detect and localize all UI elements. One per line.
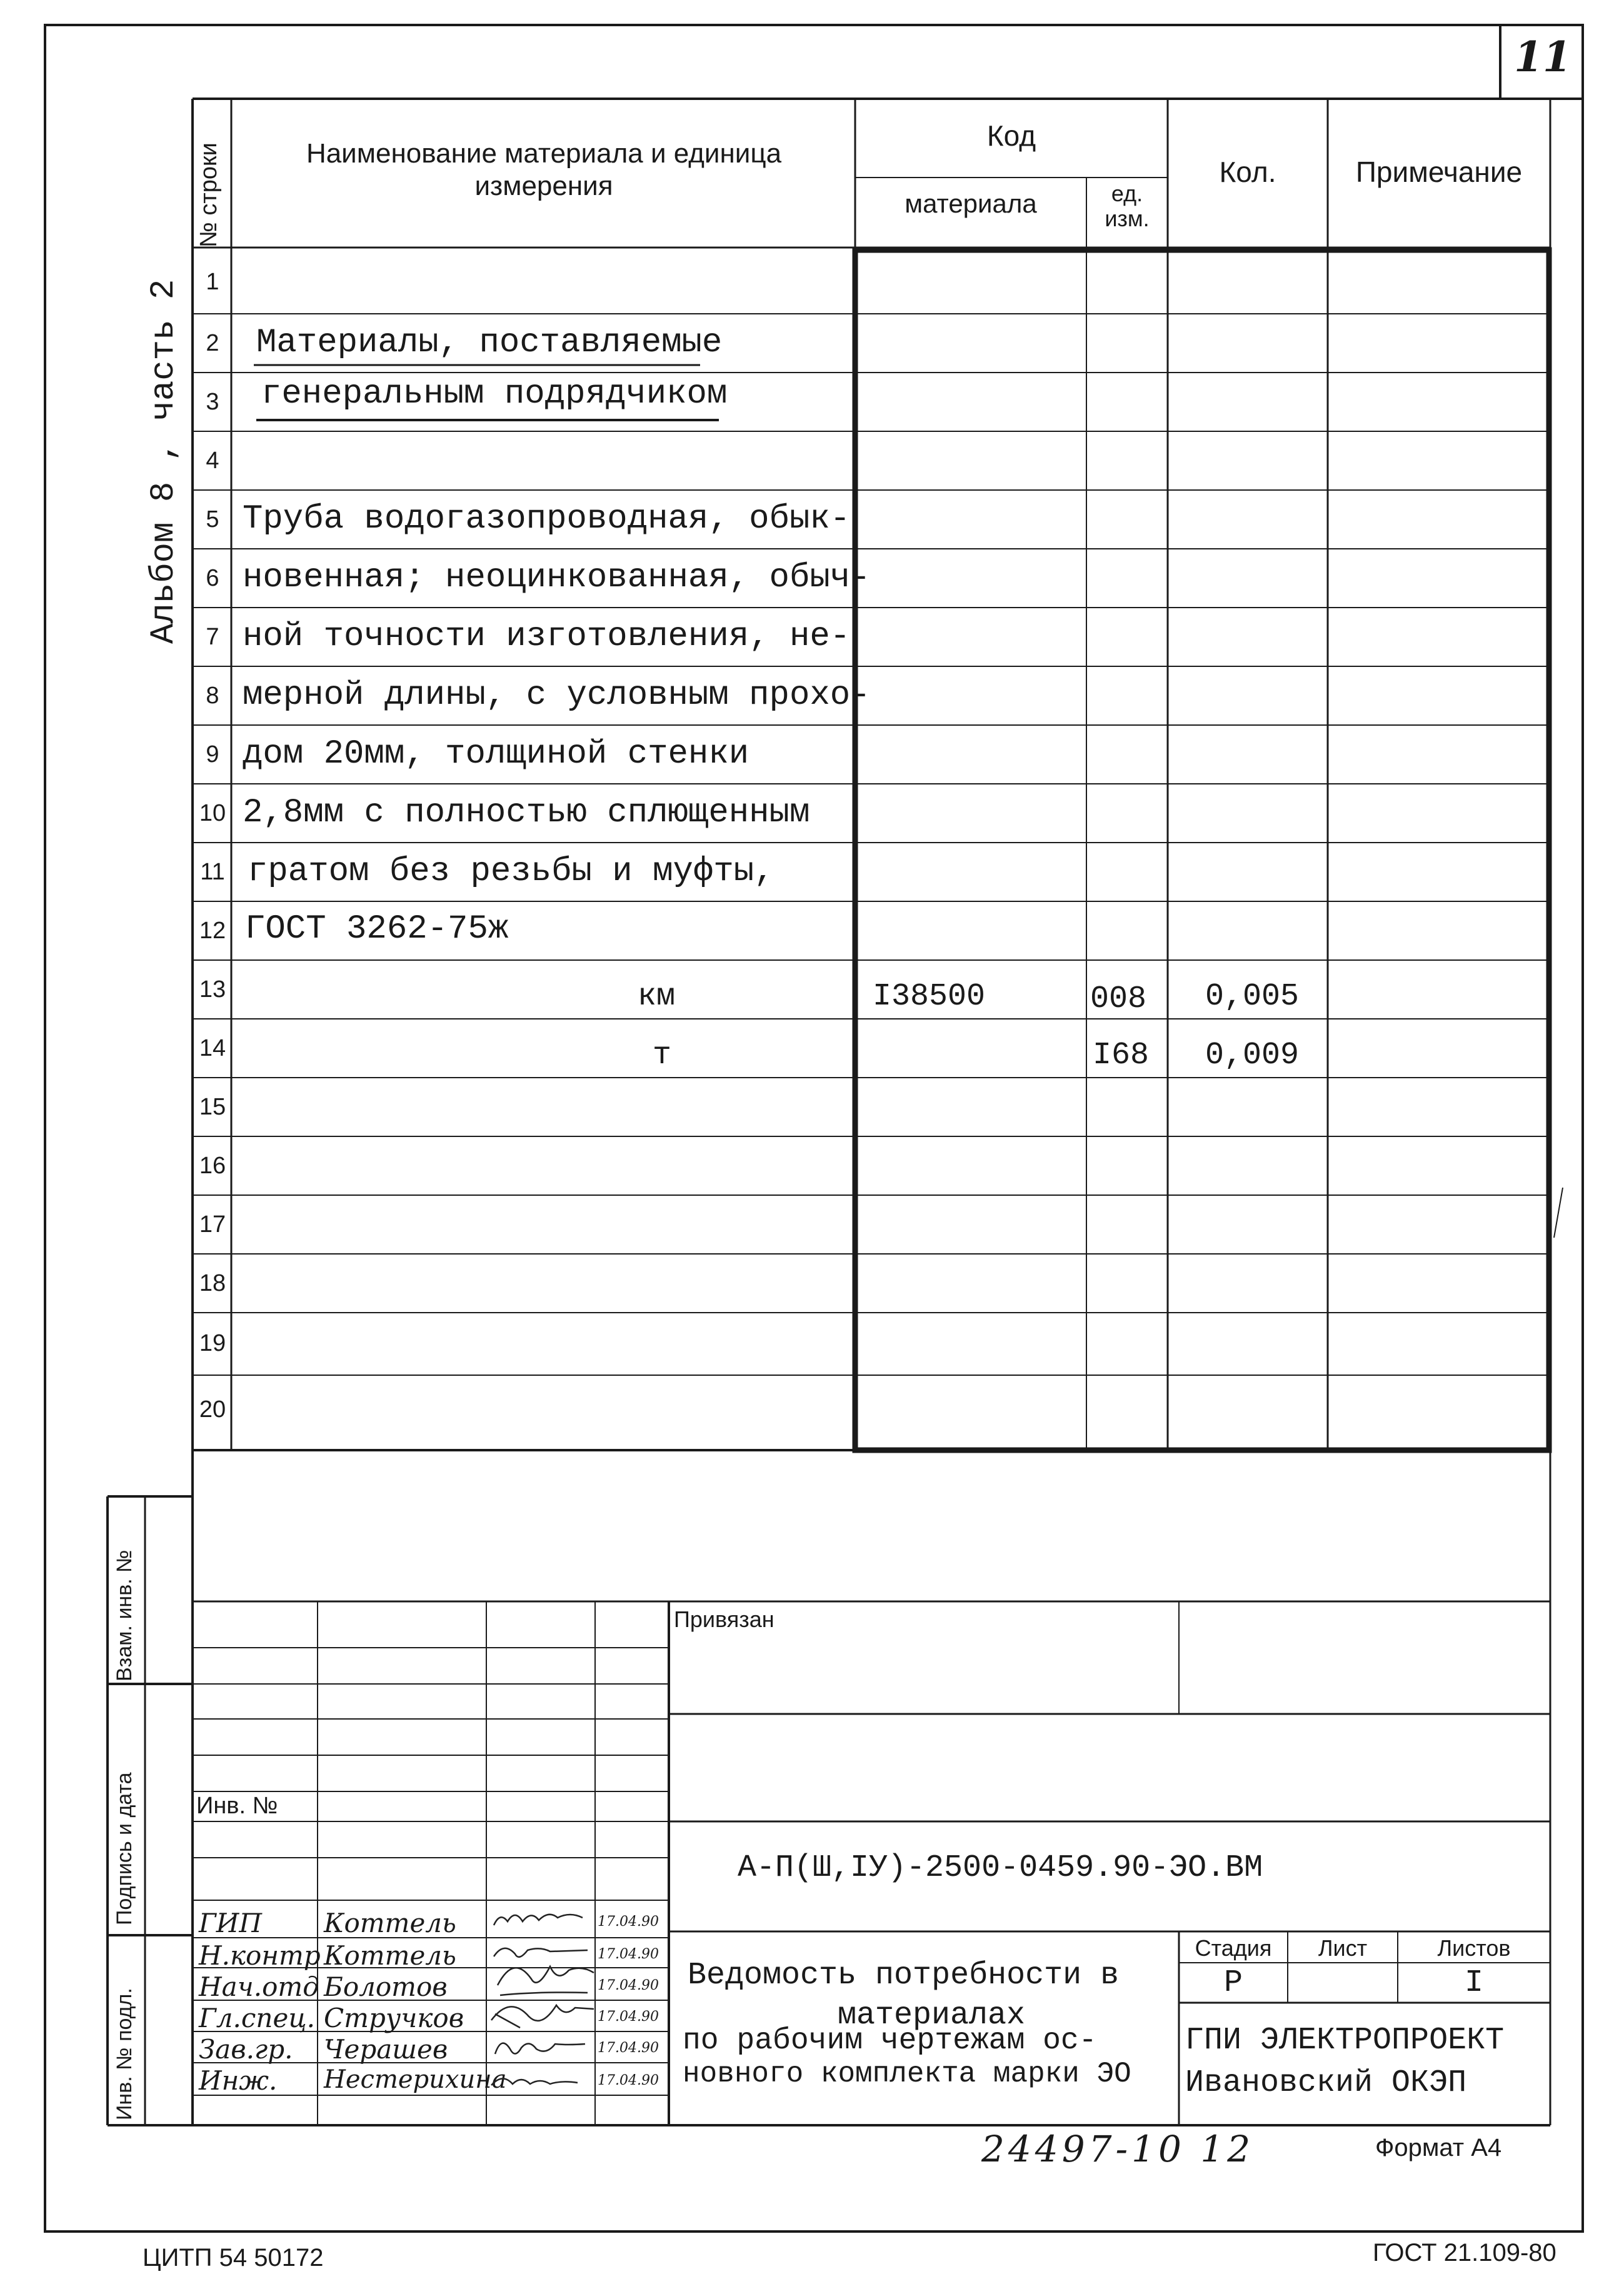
- sheets-value: I: [1464, 1965, 1483, 2001]
- signature-scribble: [491, 2078, 578, 2085]
- sheet-number: 11: [1514, 33, 1571, 81]
- row-number: 13: [199, 976, 226, 1003]
- header-name-text: Наименование материала и единица измерения: [306, 138, 782, 201]
- row-number: 1: [206, 269, 219, 295]
- sheet-label: Лист: [1318, 1935, 1368, 1961]
- row-text: новенная; неоцинкованная, обыч-: [243, 559, 871, 597]
- side-podpis-label: Подпись и дата: [113, 1772, 136, 1925]
- row-number: 10: [199, 800, 226, 826]
- person-name: Болотов: [324, 1971, 448, 2002]
- row-text: т: [653, 1038, 672, 1073]
- person-date: 17.04.90: [598, 2040, 659, 2056]
- person-name: Нестерихина: [324, 2065, 507, 2094]
- row-text: ГОСТ 3262-75ж: [245, 910, 509, 948]
- row-text: Труба водогазопроводная, обык-: [243, 500, 851, 538]
- row-text: мерной длины, с условным прохо-: [243, 676, 871, 714]
- quantity: 0,005: [1205, 979, 1300, 1014]
- row-number: 16: [199, 1153, 226, 1179]
- row-number: 2: [206, 330, 219, 356]
- row-number: 8: [206, 683, 219, 709]
- row-text: генеральным подрядчиком: [261, 375, 728, 413]
- row-text: Материалы, поставляемые: [256, 324, 723, 362]
- header-row-no: № строки: [196, 143, 222, 248]
- side-vzam-label: Взам. инв. №: [113, 1550, 136, 1681]
- row-text: ной точности изготовления, не-: [243, 618, 851, 656]
- row-number: 19: [199, 1330, 226, 1356]
- signature-scribble: [495, 2043, 585, 2054]
- header-code-material: материала: [905, 189, 1037, 218]
- album-label: Альбом 8 , часть 2: [145, 279, 183, 644]
- row-text: 2,8мм с полностью сплющенным: [243, 794, 810, 832]
- org-line1: ГПИ ЭЛЕКТРОПРОЕКТ: [1185, 2023, 1505, 2058]
- archive-number: 24497-10 12: [981, 2128, 1255, 2170]
- person-role: Инж.: [199, 2065, 278, 2096]
- side-inv-podl-label: Инв. № подл.: [113, 1988, 136, 2120]
- person-date: 17.04.90: [598, 1946, 659, 1962]
- signature-scribble: [498, 1966, 594, 1995]
- person-role: Нач.отд: [199, 1971, 319, 2002]
- doc-title-line1: Ведомость потребности в: [688, 1958, 1120, 1993]
- header-code: Код: [986, 119, 1036, 152]
- person-date: 17.04.90: [598, 1978, 659, 1993]
- person-role: ГИП: [199, 1908, 263, 1938]
- header-code-unit-text: ед. изм.: [1105, 181, 1150, 231]
- material-code: I38500: [873, 979, 986, 1014]
- person-name: Коттель: [324, 1940, 456, 1971]
- doc-title-line3: по рабочим чертежам ос-: [683, 2024, 1097, 2058]
- unit-code: I68: [1093, 1038, 1150, 1073]
- person-role: Гл.спец.: [199, 2003, 315, 2033]
- header-qty: Кол.: [1219, 156, 1276, 188]
- row-number: 18: [199, 1270, 226, 1296]
- row-number: 3: [206, 389, 219, 415]
- person-role: Н.контр: [199, 1940, 321, 1971]
- quantity: 0,009: [1205, 1038, 1300, 1073]
- format-label: Формат А4: [1375, 2134, 1502, 2161]
- row-number: 4: [206, 448, 219, 474]
- signature-scribble: [494, 1915, 583, 1925]
- person-name: Коттель: [324, 1908, 456, 1938]
- footer-left: ЦИТП 54 50172: [143, 2244, 324, 2271]
- person-name: Стручков: [324, 2003, 464, 2033]
- document-code: А-П(Ш,IУ)-2500-0459.90-ЭО.ВМ: [738, 1850, 1263, 1886]
- row-number: 15: [199, 1094, 226, 1120]
- signature-scribble: [491, 2005, 594, 2028]
- row-number: 20: [199, 1396, 226, 1423]
- row-number: 11: [200, 859, 225, 885]
- row-number: 17: [199, 1211, 226, 1238]
- person-date: 17.04.90: [598, 2073, 659, 2088]
- person-role: Зав.гр.: [199, 2034, 293, 2065]
- row-number: 6: [206, 565, 219, 591]
- row-number: 9: [206, 741, 219, 768]
- footer-right: ГОСТ 21.109-80: [1373, 2239, 1556, 2266]
- signature-scribble: [494, 1948, 588, 1957]
- stage-value: Р: [1223, 1965, 1243, 2001]
- doc-title-line4: новного комплекта марки ЭО: [683, 2058, 1131, 2090]
- stage-label: Стадия: [1195, 1935, 1272, 1961]
- row-text: км: [638, 979, 676, 1014]
- row-text: гратом без резьбы и муфты,: [248, 853, 774, 891]
- row-number: 14: [199, 1035, 226, 1061]
- org-line2: Ивановский ОКЭП: [1185, 2065, 1467, 2101]
- row-number: 5: [206, 506, 219, 533]
- inv-no-label: Инв. №: [196, 1793, 278, 1819]
- row-number: 12: [199, 918, 226, 944]
- person-date: 17.04.90: [598, 2009, 659, 2025]
- header-note: Примечание: [1355, 156, 1523, 188]
- row-text: дом 20мм, толщиной стенки: [243, 735, 749, 773]
- row-number: 7: [206, 624, 219, 650]
- sheets-label: Листов: [1437, 1935, 1511, 1961]
- person-date: 17.04.90: [598, 1914, 659, 1930]
- doc-title-line2: материалах: [838, 1998, 1026, 2033]
- person-name: Черашев: [324, 2034, 448, 2065]
- unit-code: 008: [1090, 981, 1147, 1017]
- privyazan-label: Привязан: [674, 1606, 774, 1632]
